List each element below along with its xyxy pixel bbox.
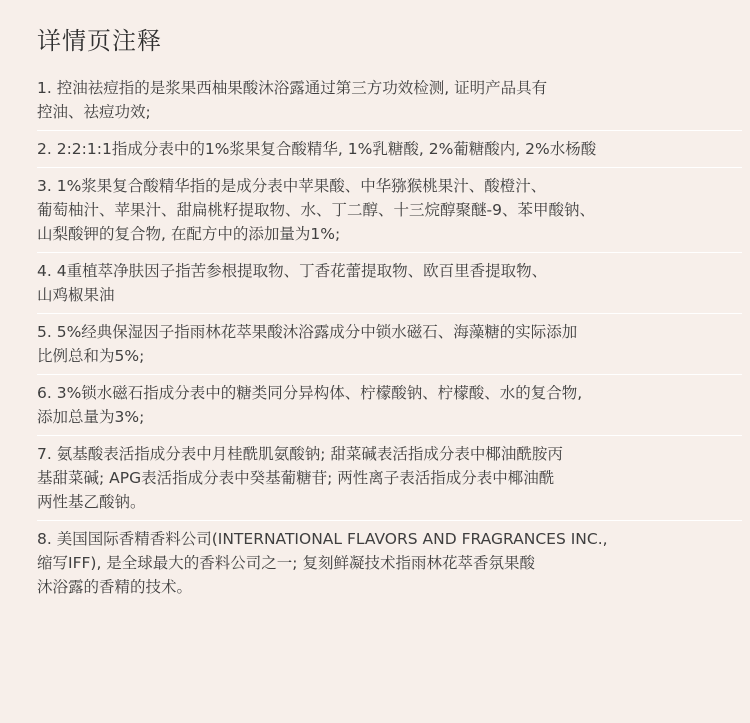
note-line: 两性基乙酸钠。 <box>37 493 146 511</box>
note-line: 山梨酸钾的复合物, 在配方中的添加量为1%; <box>37 225 341 243</box>
note-line: 比例总和为5%; <box>37 347 145 365</box>
note-line: 沐浴露的香精的技术。 <box>37 578 193 596</box>
note-line: 葡萄柚汁、苹果汁、甜扁桃籽提取物、水、丁二醇、十三烷醇聚醚-9、苯甲酸钠、 <box>37 201 595 219</box>
note-line: 添加总量为3%; <box>37 408 145 426</box>
note-line: 6. 3%锁水磁石指成分表中的糖类同分异构体、柠檬酸钠、柠檬酸、水的复合物, <box>37 384 583 402</box>
note-item-4 <box>37 253 742 314</box>
note-line: 控油、祛痘功效; <box>37 103 151 121</box>
note-line: 山鸡椒果油 <box>37 286 115 304</box>
note-line: 1. 控油祛痘指的是浆果西柚果酸沐浴露通过第三方功效检测, 证明产品具有 <box>37 79 548 97</box>
note-list <box>37 70 742 605</box>
note-line: 缩写IFF), 是全球最大的香料公司之一; 复刻鲜凝技术指雨林花萃香氛果酸 <box>37 554 535 572</box>
note-line: 2. 2:2:1:1指成分表中的1%浆果复合酸精华, 1%乳糖酸, 2%葡糖酸内, 2%水杨酸 <box>37 140 597 158</box>
note-line: 3. 1%浆果复合酸精华指的是成分表中苹果酸、中华猕猴桃果汁、酸橙汁、 <box>37 177 547 195</box>
note-item-8 <box>37 521 742 605</box>
note-line: 5. 5%经典保湿因子指雨林花萃果酸沐浴露成分中锁水磁石、海藻糖的实际添加 <box>37 323 578 341</box>
note-item-1 <box>37 70 742 131</box>
note-item-6 <box>37 375 742 436</box>
note-item-7 <box>37 436 742 521</box>
note-line: 8. 美国国际香精香料公司(INTERNATIONAL FLAVORS AND FRAGRANCES INC., <box>37 530 608 548</box>
page-title: 详情页注释 <box>37 27 162 55</box>
note-item-5 <box>37 314 742 375</box>
note-line: 7. 氨基酸表活指成分表中月桂酰肌氨酸钠; 甜菜碱表活指成分表中椰油酰胺丙 <box>37 445 563 463</box>
note-line: 基甜菜碱; APG表活指成分表中癸基葡糖苷; 两性离子表活指成分表中椰油酰 <box>37 469 555 487</box>
note-item-2 <box>37 131 742 168</box>
note-item-3 <box>37 168 742 253</box>
note-line: 4. 4重植萃净肤因子指苦参根提取物、丁香花蕾提取物、欧百里香提取物、 <box>37 262 548 280</box>
